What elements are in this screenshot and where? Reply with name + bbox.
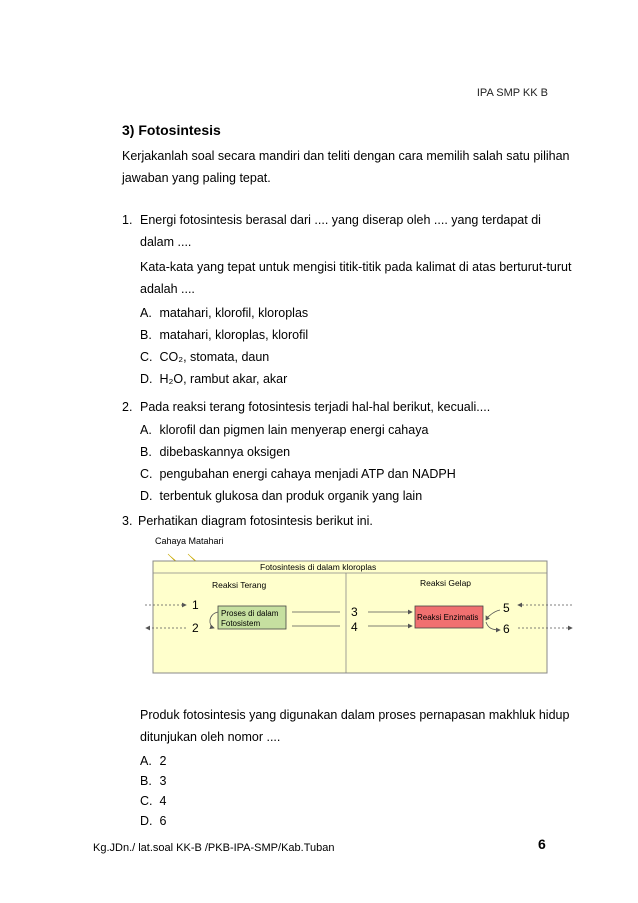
instruction-line-2: jawaban yang paling tepat.	[122, 171, 271, 185]
q3-number: 3.	[122, 514, 133, 528]
q1-option-a	[140, 302, 308, 325]
option-text: klorofil dan pigmen lain menyerap energi cahaya	[159, 423, 429, 437]
page-number: 6	[538, 836, 546, 852]
section-title: 3) Fotosintesis	[122, 122, 221, 138]
box-title: Fotosintesis di dalam kloroplas	[260, 562, 377, 572]
label-2: 2	[192, 621, 199, 635]
q1-line-3: Kata-kata yang tepat untuk mengisi titik-titik pada kalimat di atas berturut-turut	[140, 260, 572, 274]
option-text: matahari, kloroplas, klorofil	[159, 328, 309, 342]
q2-option-a	[140, 419, 428, 442]
option-letter: C.	[140, 467, 153, 481]
q3-text: Perhatikan diagram fotosintesis berikut ini.	[138, 514, 373, 528]
option-text: terbentuk glukosa dan produk organik yang lain	[159, 489, 423, 503]
label-5: 5	[503, 601, 510, 615]
option-text: pengubahan energi cahaya menjadi ATP dan NADPH	[159, 467, 456, 481]
q2-option-d	[140, 485, 422, 508]
q1-option-d	[140, 368, 287, 391]
light-reaction-label: Reaksi Terang	[212, 580, 267, 590]
option-letter: C.	[140, 350, 153, 364]
q1-line-2: dalam ....	[140, 235, 192, 249]
option-text: 6	[159, 814, 167, 828]
option-letter: A.	[140, 306, 152, 320]
enzyme-label: Reaksi Enzimatis	[417, 613, 479, 622]
label-6: 6	[503, 622, 510, 636]
footer-text: Kg.JDn./ lat.soal KK-B /PKB-IPA-SMP/Kab.Tuban	[93, 842, 335, 854]
label-1: 1	[192, 598, 199, 612]
q2-option-b	[140, 441, 290, 464]
photosystem-label-1: Proses di dalam	[221, 609, 279, 618]
q2-number: 2.	[122, 400, 133, 414]
photosystem-label-2: Fotosistem	[221, 619, 261, 628]
q1-line-1: Energi fotosintesis berasal dari .... yang diserap oleh .... yang terdapat di	[140, 213, 541, 227]
q3-line-1: Produk fotosintesis yang digunakan dalam proses pernapasan makhluk hidup	[140, 708, 570, 722]
option-letter: B.	[140, 774, 152, 788]
option-letter: B.	[140, 445, 152, 459]
dark-reaction-label: Reaksi Gelap	[420, 578, 472, 588]
option-text: matahari, klorofil, kloroplas	[159, 306, 309, 320]
option-text: H₂O, rambut akar, akar	[159, 372, 288, 386]
q2-text: Pada reaksi terang fotosintesis terjadi hal-hal berikut, kecuali....	[140, 400, 491, 414]
q1-number: 1.	[122, 213, 133, 227]
option-letter: D.	[140, 814, 153, 828]
instruction-line-1: Kerjakanlah soal secara mandiri dan teliti dengan cara memilih salah satu pilihan	[122, 149, 570, 163]
option-letter: D.	[140, 489, 153, 503]
q1-option-c	[140, 346, 269, 369]
running-header: IPA SMP KK B	[476, 87, 548, 99]
option-letter: C.	[140, 794, 153, 808]
label-4: 4	[351, 620, 358, 634]
option-text: 2	[159, 754, 167, 768]
label-3: 3	[351, 605, 358, 619]
q1-option-b	[140, 324, 308, 347]
option-text: 4	[159, 794, 167, 808]
option-letter: A.	[140, 754, 152, 768]
photosynthesis-diagram	[140, 530, 580, 680]
q3-line-2: ditunjukan oleh nomor ....	[140, 730, 281, 744]
q1-line-4: adalah ....	[140, 282, 195, 296]
sun-label: Cahaya Matahari	[155, 536, 224, 546]
q3-option-d	[140, 810, 166, 833]
option-text: 3	[159, 774, 167, 788]
option-text: dibebaskannya oksigen	[159, 445, 291, 459]
option-letter: D.	[140, 372, 153, 386]
option-letter: B.	[140, 328, 152, 342]
option-letter: A.	[140, 423, 152, 437]
q2-option-c	[140, 463, 456, 486]
option-text: CO₂, stomata, daun	[159, 350, 270, 364]
